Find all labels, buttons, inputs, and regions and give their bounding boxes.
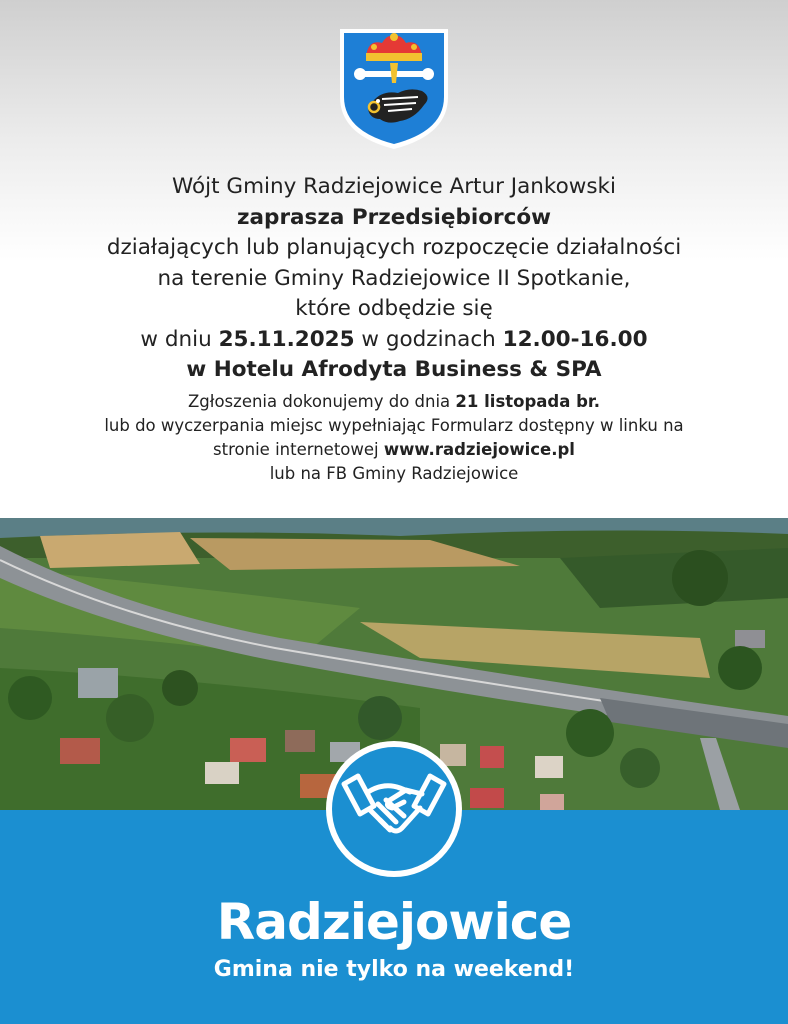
- brand-tagline: Gmina nie tylko na weekend!: [213, 957, 575, 982]
- registration-line-2: lub do wyczerpania miejsc wypełniając Formularz dostępny w linku na: [104, 415, 684, 435]
- deadline-prefix: Zgłoszenia dokonujemy do dnia: [188, 391, 456, 411]
- registration-line-4: lub na FB Gminy Radziejowice: [269, 463, 519, 483]
- registration-deadline: 21 listopada br.: [455, 391, 600, 411]
- date-prefix: w dniu: [140, 326, 219, 352]
- registration-line-3: [0, 438, 788, 462]
- invitation-line-3: działających lub planujących rozpoczęcie działalności: [106, 235, 682, 260]
- event-hours: 12.00-16.00: [502, 326, 648, 352]
- invitation-line-5: które odbędzie się: [295, 296, 493, 321]
- invitation-line-6: [0, 325, 788, 356]
- handshake-icon: [340, 770, 448, 846]
- event-venue: w Hotelu Afrodyta Business & SPA: [186, 357, 602, 382]
- invitation-line-1: Wójt Gminy Radziejowice Artur Jankowski: [172, 174, 616, 199]
- hours-prefix: w godzinach: [354, 326, 503, 352]
- registration-line-1: [0, 390, 788, 414]
- coat-of-arms-icon: [338, 27, 450, 151]
- invitation-line-2: zaprasza Przedsiębiorców: [237, 204, 551, 230]
- event-date: 25.11.2025: [218, 326, 355, 352]
- website-link[interactable]: www.radziejowice.pl: [383, 439, 575, 459]
- invitation-line-4: na terenie Gminy Radziejowice II Spotkanie,: [157, 265, 631, 291]
- brand-name: Radziejowice: [216, 893, 572, 951]
- invitation-text: [0, 172, 788, 486]
- website-prefix: stronie internetowej: [213, 439, 384, 459]
